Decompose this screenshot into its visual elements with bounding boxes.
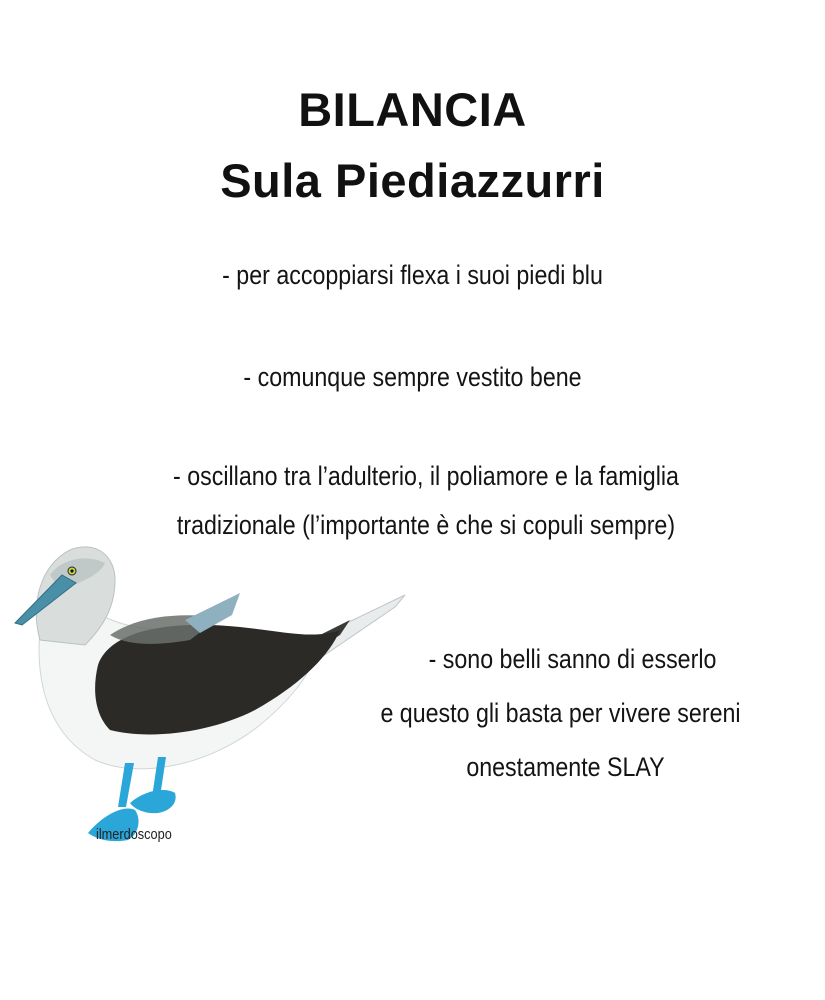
page-title-animal: Sula Piediazzurri	[220, 154, 605, 207]
trait-4-line-1: - sono belli sanno di esserlo	[428, 644, 717, 674]
trait-1: - per accoppiarsi flexa i suoi piedi blu	[222, 260, 603, 290]
blue-footed-booby-icon	[10, 535, 410, 845]
trait-2: - comunque sempre vestito bene	[243, 362, 582, 392]
bird-leg-front	[118, 763, 134, 807]
trait-4-line-2: e questo gli basta per vivere sereni	[380, 698, 741, 728]
trait-3-line-2: tradizionale (l’importante è che si copuli sempre)	[176, 510, 676, 540]
page-title-sign: BILANCIA	[298, 83, 527, 136]
bird-pupil	[70, 569, 73, 572]
trait-4-line-3: onestamente SLAY	[466, 752, 665, 782]
bird-foot-back	[130, 790, 176, 813]
trait-3-line-1: - oscillano tra l’adulterio, il poliamore e la famiglia	[173, 461, 679, 491]
watermark: ilmerdoscopo	[96, 826, 172, 843]
